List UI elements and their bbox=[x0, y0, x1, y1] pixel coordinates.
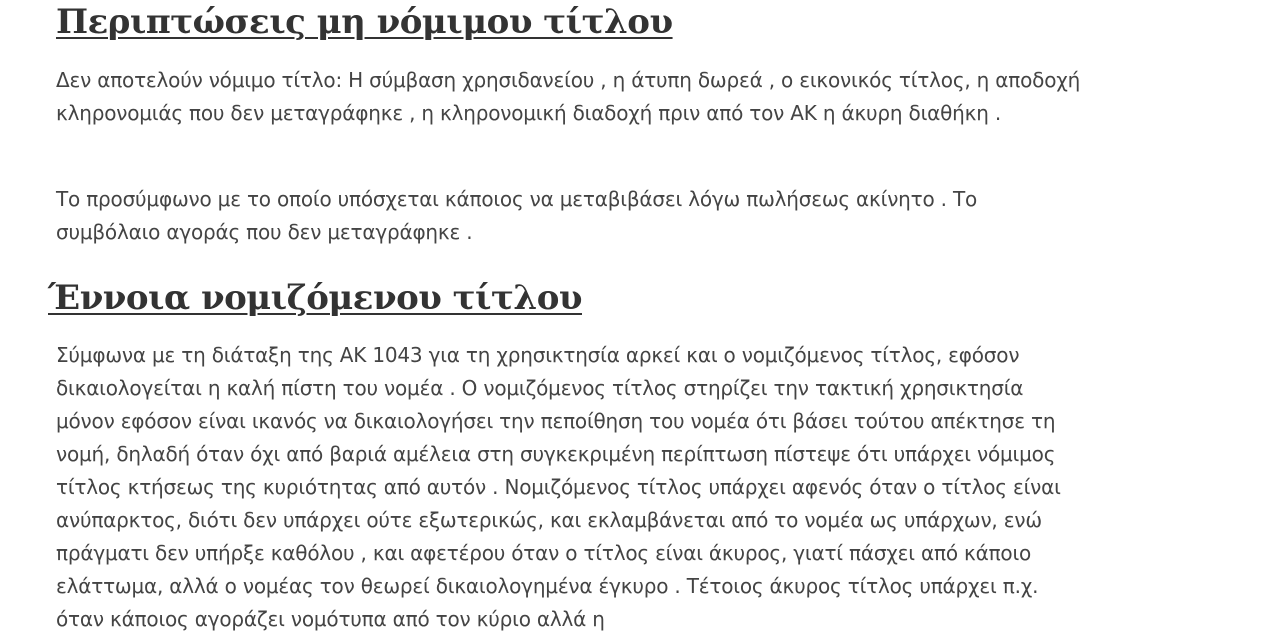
section-heading-illegal-title: Περιπτώσεις μη νόμιμου τίτλου bbox=[56, 2, 673, 42]
paragraph-preliminary-contract: Το προσύμφωνο με το οποίο υπόσχεται κάποιος να μεταβιβάσει λόγω πωλήσεως ακίνητο . Το συμβόλαιο αγοράς που δεν μεταγράφηκε . bbox=[56, 187, 978, 244]
paragraph-putative-title-definition: Σύμφωνα με τη διάταξη της ΑΚ 1043 για τη χρησικτησία αρκεί και ο νομιζόμενος τίτλος, εφόσον δικαιολογείται η καλή πίστη του νομέα . Ο νομιζόμενος τίτλος στηρίζει την τακτική χρησικτησία μόνον εφόσον είναι ικανός να δικαιολογήσει την πεποίθηση του νομέα ότι βάσει τούτου απέκτησε τη νομή, δηλαδή όταν όχι από βαριά αμέλεια στη συγκεκριμένη περίπτωση πίστεψε ότι υπάρχει νόμιμος τίτλος κτήσεως της κυριότητας από αυτόν . Νομιζόμενος τίτλος υπάρχει αφενός όταν ο τίτλος είναι ανύπαρκτος, διότι δεν υπάρχει ούτε εξωτερικώς, και εκλαμβάνεται από το νομέα ως υπάρχων, ενώ πράγματι δεν υπήρξε καθόλου , και αφετέρου όταν ο τίτλος είναι άκυρος, γιατί πάσχει από κάποιο ελάττωμα, αλλά ο νομέας τον θεωρεί δικαιολογημένα έγκυρο . Τέτοιος άκυρος τίτλος υπάρχει π.χ. όταν κάποιος αγοράζει νομότυπα από τον κύριο αλλά η bbox=[56, 343, 1061, 631]
paragraph-not-legal-titles: Δεν αποτελούν νόμιμο τίτλο: Η σύμβαση χρησιδανείου , η άτυπη δωρεά , ο εικονικός τίτλος, η αποδοχή κληρονομιάς που δεν μεταγράφηκε , η κληρονομική διαδοχή πριν από τον ΑΚ η άκυρη διαθήκη . bbox=[56, 68, 1081, 125]
section-heading-putative-title: Έννοια νομιζόμενου τίτλου bbox=[48, 278, 582, 318]
